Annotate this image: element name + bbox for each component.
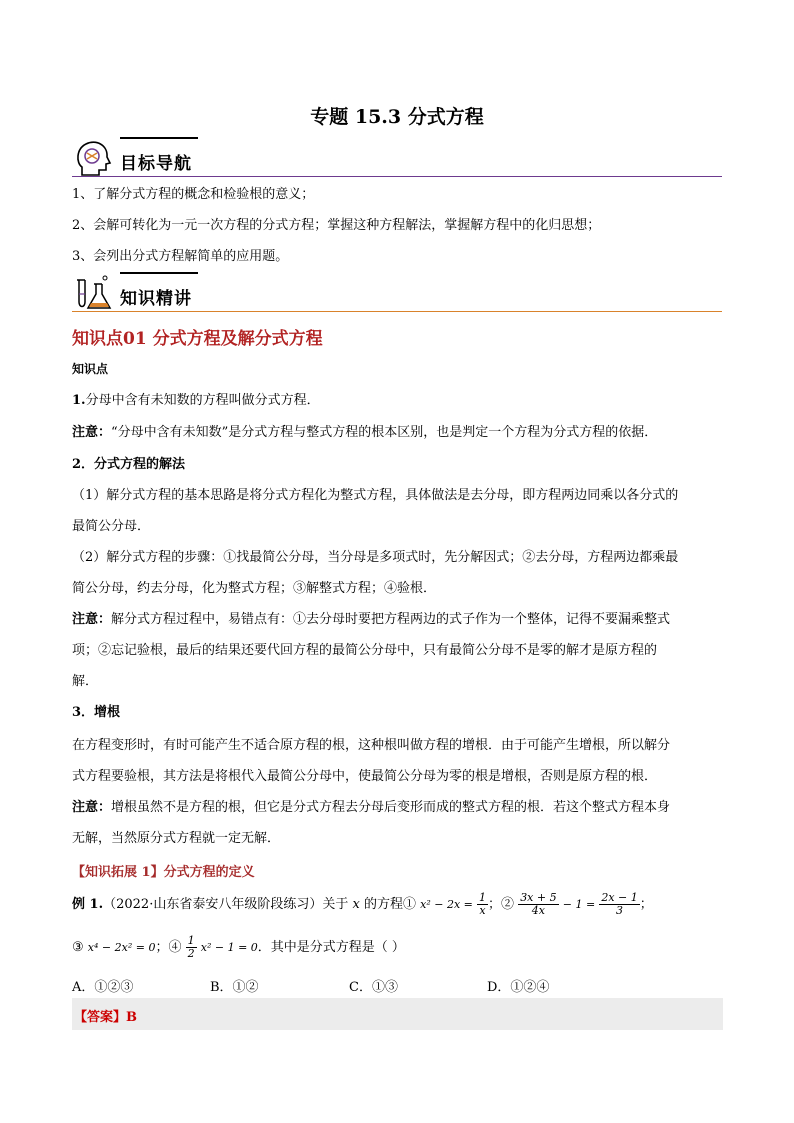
goal-divider — [72, 176, 722, 177]
lab-flask-icon — [72, 272, 114, 314]
knowledge-divider — [72, 311, 722, 312]
goal-section-header — [72, 137, 722, 181]
answer-text: 【答案】B — [74, 1010, 137, 1025]
answer-box — [72, 998, 723, 1030]
goal-section-label: 目标导航 — [120, 154, 192, 174]
eq2-fraction-right — [599, 892, 639, 917]
note-extraneous-line2: 无解，当然原分式方程就一定无解． — [72, 831, 281, 846]
knowledge-point-label: 知识点 — [72, 362, 109, 376]
eq2-den1: 4x — [531, 904, 545, 917]
eq1-num: 1 — [479, 891, 487, 904]
example-1-line2 — [72, 933, 722, 963]
note-label: 注意： — [72, 612, 112, 627]
paragraph-extraneous-line2: 式方程要验根，其方法是将根代入最简公分母中，使最简公分母为零的根是增根，否则是原方程的根． — [72, 769, 658, 784]
eq4-fraction — [186, 935, 197, 960]
example-1-line1 — [72, 890, 722, 920]
circle-4: ④ — [168, 940, 182, 955]
note-text: “分母中含有未知数”是分式方程与整式方程的根本区别，也是判定一个方程为分式方程的依据． — [111, 425, 658, 440]
paragraph-step1-line1: （1）解分式方程的基本思路是将分式方程化为整式方程，具体做法是去分母，即方程两边同乘以各分式的 — [72, 488, 679, 503]
note-extraneous-line1 — [72, 799, 722, 817]
separator: ； — [488, 897, 502, 912]
option-a: A．①②③ — [72, 980, 134, 995]
note-solving-line3: 解． — [72, 674, 99, 689]
heading-extraneous-root: 3．增根 — [72, 705, 121, 720]
example-source: （2022·山东省泰安八年级阶段练习）关于 — [103, 897, 349, 912]
circle-2: ② — [501, 897, 515, 912]
paragraph-definition — [72, 392, 722, 410]
note-definition — [72, 424, 722, 442]
option-c: C．①③ — [349, 980, 398, 995]
eq2-fraction-left — [518, 892, 558, 917]
goal-item: 1、了解分式方程的概念和检验根的意义； — [72, 187, 315, 202]
eq2-num1: 3x + 5 — [520, 891, 557, 904]
example-label: 例 1. — [72, 897, 104, 912]
paragraph-step1-line2: 最简公分母． — [72, 519, 151, 534]
knowledge-section-label: 知识精讲 — [120, 289, 192, 309]
eq3: x⁴ − 2x² = 0 — [87, 941, 156, 954]
eq2-den2: 3 — [616, 904, 624, 917]
example-question: ．其中是分式方程是（ ） — [257, 940, 405, 955]
separator: ； — [155, 940, 169, 955]
knowledge-section-header — [72, 272, 722, 316]
eq4-num: 1 — [187, 934, 195, 947]
separator: ； — [639, 897, 653, 912]
header-accent-line — [120, 272, 198, 274]
paragraph-step2-line1: （2）解分式方程的步骤：①找最简公分母，当分母是多项式时，先分解因式；②去分母，方程两边都乘最 — [72, 550, 679, 565]
knowledge-point-title: 知识点01 分式方程及解分式方程 — [72, 329, 323, 349]
example-var: x — [352, 897, 360, 912]
note-label: 注意： — [72, 800, 112, 815]
definition-text: 分母中含有未知数的方程叫做分式方程． — [85, 393, 320, 408]
note-solving-line2: 项；②忘记验根，最后的结果还要代回方程的最简公分母中，只有最简公分母不是零的解才是原方程的 — [72, 643, 658, 658]
option-d: D．①②④ — [487, 980, 550, 995]
note-text: 解分式方程过程中，易错点有：①去分母时要把方程两边的式子作为一个整体，记得不要漏乘整式 — [111, 612, 671, 627]
eq2-num2: 2x − 1 — [601, 891, 638, 904]
eq4-den: 2 — [187, 947, 195, 960]
goal-item: 2、会解可转化为一元一次方程的分式方程；掌握这种方程解法，掌握解方程中的化归思想； — [72, 218, 601, 233]
heading-solving: 2．分式方程的解法 — [72, 457, 186, 472]
note-label: 注意： — [72, 425, 112, 440]
page-title: 专题 15.3 分式方程 — [310, 106, 484, 128]
header-accent-line — [120, 137, 198, 139]
eq1-fraction — [477, 892, 488, 917]
option-b: B．①② — [210, 980, 259, 995]
note-solving-line1 — [72, 611, 722, 629]
eq1-left: x² − 2x = — [420, 898, 473, 911]
note-text: 增根虽然不是方程的根，但它是分式方程去分母后变形而成的整式方程的根．若这个整式方程本身 — [111, 800, 671, 815]
paragraph-extraneous-line1: 在方程变形时，有时可能产生不适合原方程的根，这种根叫做方程的增根．由于可能产生增根，所以解分 — [72, 738, 671, 753]
goal-item: 3、会列出分式方程解简单的应用题。 — [72, 249, 289, 264]
brain-head-icon — [72, 137, 114, 179]
eq1-den: x — [479, 904, 486, 917]
paragraph-step2-line2: 简公分母，约去分母，化为整式方程；③解整式方程；④验根． — [72, 581, 437, 596]
definition-number: 1. — [72, 393, 86, 408]
eq2-mid: − 1 = — [562, 898, 596, 911]
example-of-eq: 的方程 — [363, 897, 403, 912]
circle-3: ③ — [72, 940, 84, 955]
circle-1: ① — [402, 897, 416, 912]
extension-heading: 【知识拓展 1】分式方程的定义 — [72, 865, 255, 880]
eq4-rest: x² − 1 = 0 — [200, 941, 258, 954]
